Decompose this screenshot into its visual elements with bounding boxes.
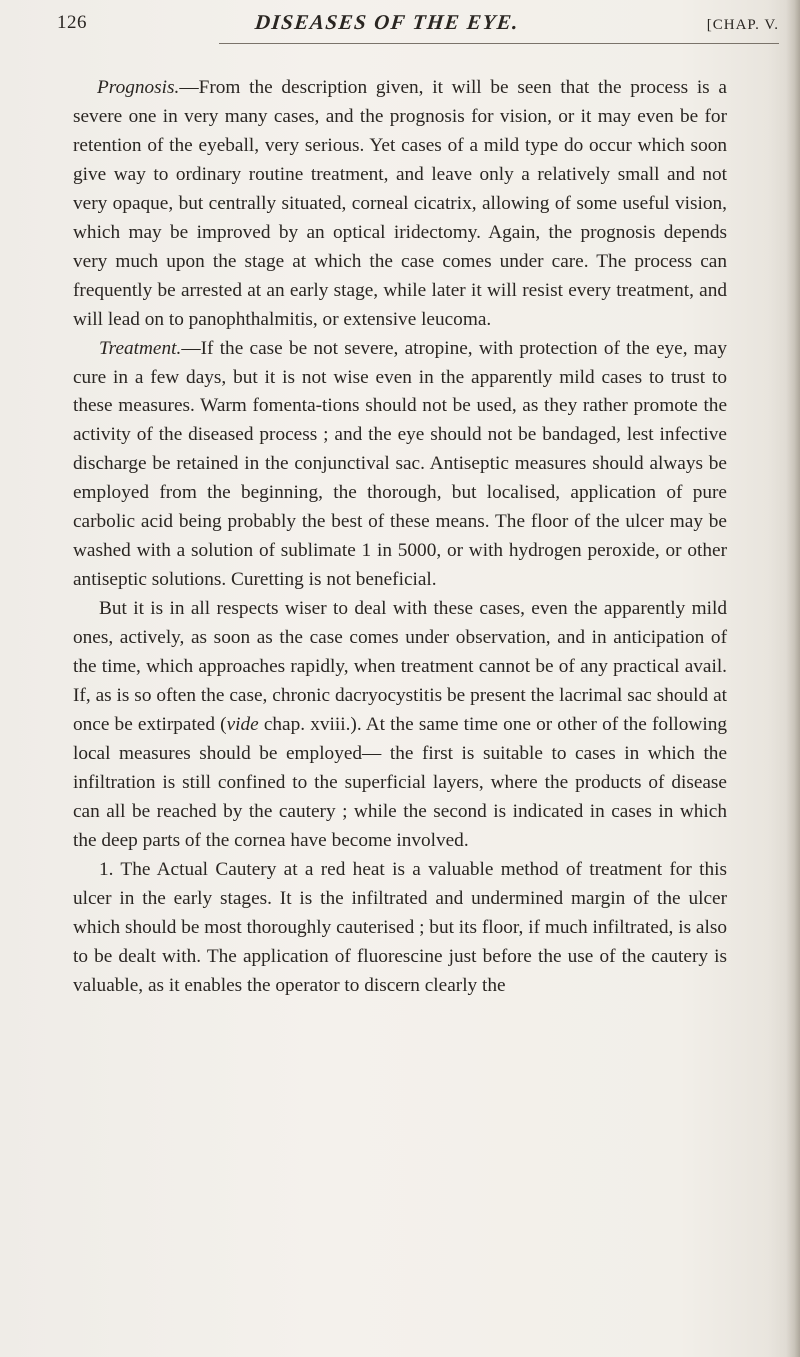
- paragraph-actual-cautery: [73, 856, 727, 1001]
- page-number: 126: [57, 12, 87, 33]
- header-rule: [219, 43, 779, 44]
- actual-cautery-text: 1. The Actual Cautery at a red heat is a valuable method of treatment for this ulcer in the early stages. It is the infiltrated and undermined margin of the ulcer which should be most thoroughly cauterised ; but its floor, if much infiltrated, is also to be dealt with. The application of fluorescine just before the use of the cautery is valuable, as it enables the operator to discern clearly the: [73, 858, 727, 996]
- treatment-text: —If the case be not severe, atropine, with protection of the eye, may cure in a few days, but it is not wise even in the apparently mild cases to trust to these measures. Warm fomenta-tions should not be used, as they rather promote the activity of the diseased process ; and the eye should not be bandaged, lest infective discharge be retained in the conjunctival sac. Antiseptic measures should always be employed from the beginning, the thorough, but localised, application of pure carbolic acid being probably the best of these means. The floor of the ulcer may be washed with a solution of sublimate 1 in 5000, or with hydrogen peroxide, or other antiseptic solutions. Curetting is not beneficial.: [73, 337, 727, 591]
- prognosis-text: —From the description given, it will be seen that the process is a severe one in very many cases, and the prognosis for vision, or it may even be for retention of the eyeball, very serious. Yet cases of a mild type do occur which soon give way to ordinary routine treatment, and leave only a relatively small and not very opaque, but centrally situated, corneal cicatrix, allowing of some useful vision, which may be improved by an optical iridectomy. Again, the prognosis depends very much upon the stage at which the case comes under care. The process can frequently be arrested at an early stage, while later it will resist every treatment, and will lead on to panophthalmitis, or extensive leucoma.: [73, 77, 727, 330]
- active-treatment-text-start: But it is in all respects wiser to deal with these cases, even the apparently mild ones, actively, as soon as the case comes under observation, and in anticipation of the time, which approaches rapidly, when treatment cannot be of any practical avail. If, as is so often the case, chronic dacryocystitis be present the lacrimal sac should at once be extirpated (: [73, 598, 727, 735]
- chapter-marker: [CHAP. V.: [706, 17, 779, 33]
- prognosis-heading: Prognosis.: [97, 77, 180, 98]
- vide-reference: vide: [226, 713, 259, 735]
- paragraph-active-treatment: [73, 595, 727, 856]
- page-edge-shadow: [786, 0, 800, 1357]
- running-title: DISEASES OF THE EYE.: [253, 10, 521, 34]
- running-head: [57, 5, 779, 45]
- treatment-heading: Treatment.: [99, 337, 182, 359]
- paragraph-prognosis: [73, 74, 727, 335]
- paragraph-treatment: [73, 335, 727, 596]
- active-treatment-text-end: chap. xviii.). At the same time one or other of the following local measures should be employed— the first is suitable to cases in which the infiltration is still confined to the superficial layers, where the products of disease can all be reached by the cautery ; while the second is indicated in cases in which the deep parts of the cornea have become involved.: [73, 713, 727, 851]
- body-text: [73, 74, 727, 1001]
